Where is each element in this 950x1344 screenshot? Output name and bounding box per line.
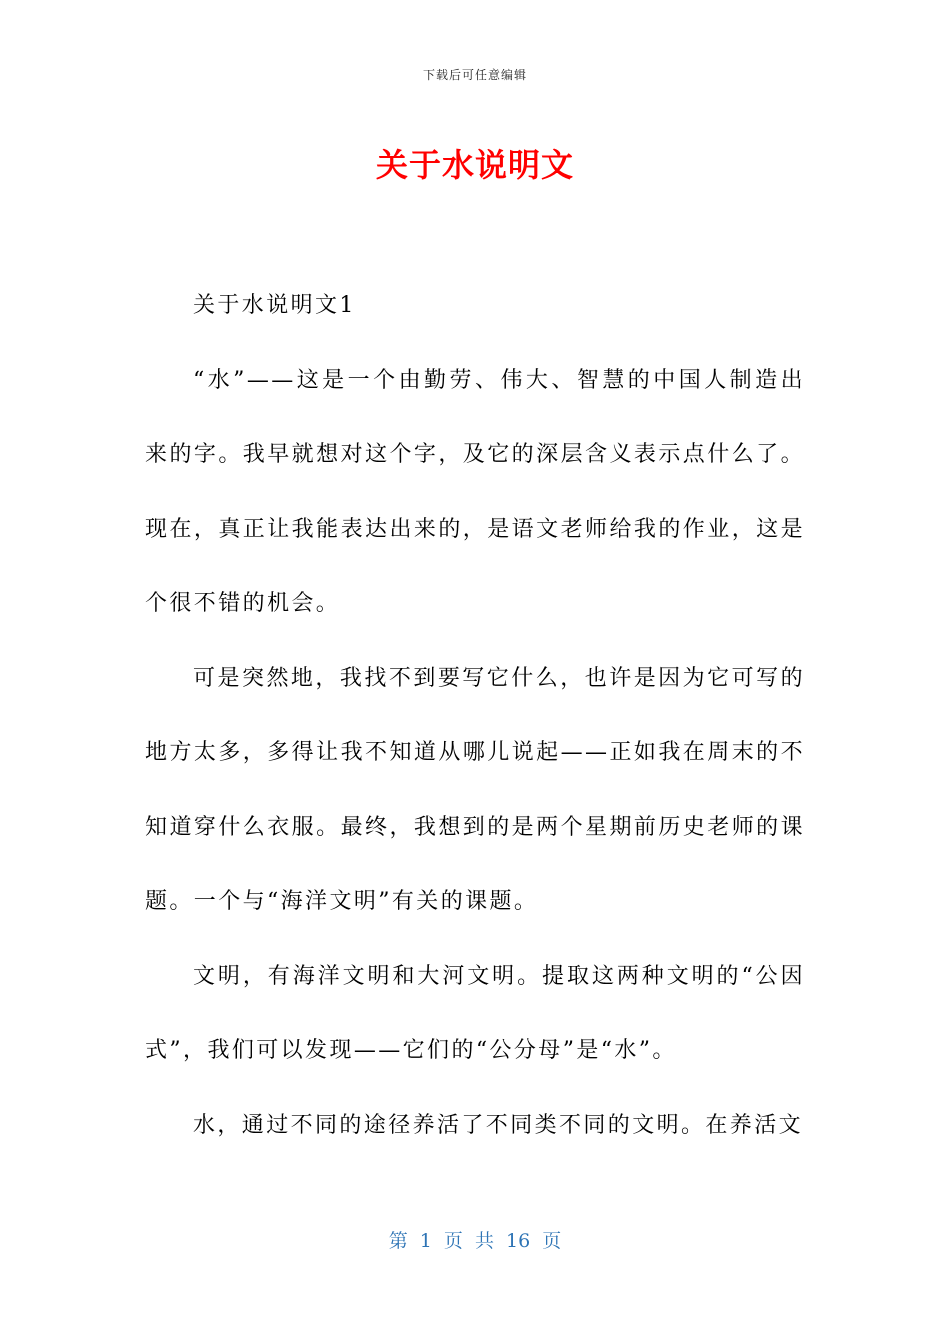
paragraph-1: “水”——这是一个由勤劳、伟大、智慧的中国人制造出来的字。我早就想对这个字，及它的深层含义表示点什么了。现在，真正让我能表达出来的，是语文老师给我的作业，这是个很不错的机会。 [145,367,805,616]
header-note: 下载后可任意编辑 [422,68,527,82]
paragraph-4: 水，通过不同的途径养活了不同类不同的文明。在养活文 [193,1112,804,1138]
document-body [145,269,805,1163]
document-title: 关于水说明文 [375,146,574,184]
paragraph-2: 可是突然地，我找不到要写它什么，也许是因为它可写的地方太多，多得让我不知道从哪儿说起——正如我在周末的不知道穿什么衣服。最终，我想到的是两个星期前历史老师的课题。一个与“海洋文明”有关的课题。 [145,665,805,914]
paragraph-3: 文明，有海洋文明和大河文明。提取这两种文明的“公因式”，我们可以发现——它们的“公分母”是“水”。 [145,963,805,1063]
page-number-footer: 第 1 页 共 16 页 [388,1230,562,1252]
section-heading: 关于水说明文1 [193,293,356,318]
